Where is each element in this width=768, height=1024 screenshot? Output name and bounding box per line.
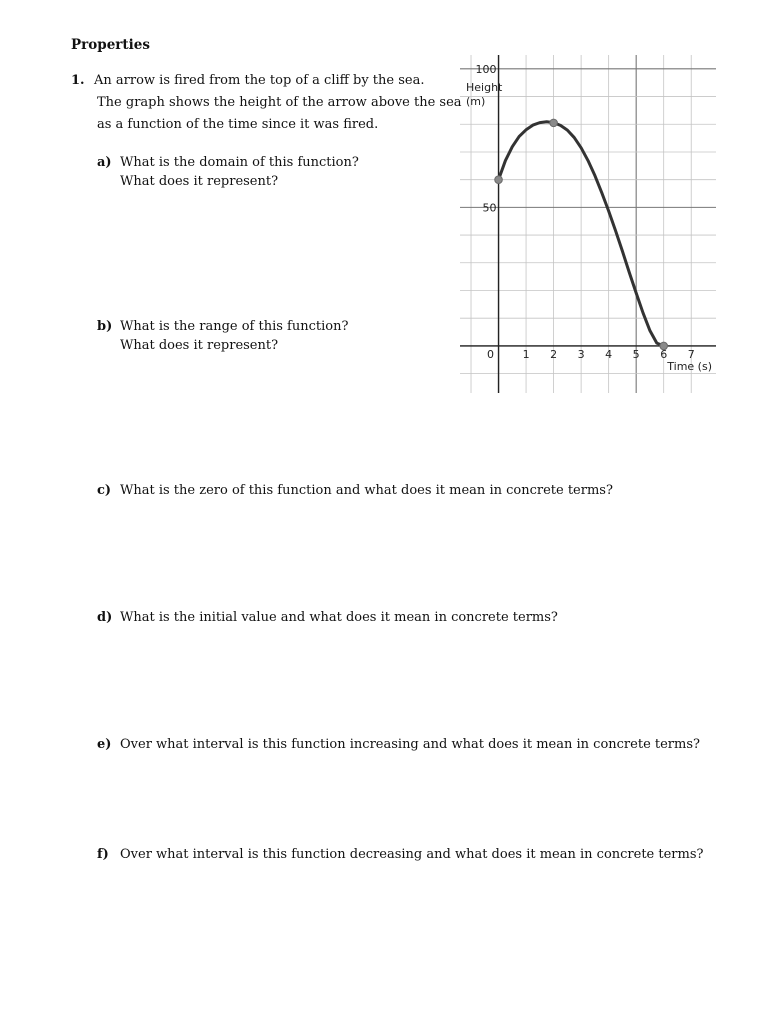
part-c-question: What is the zero of this function and what does it mean in concrete terms? xyxy=(120,483,613,498)
page-heading: Properties xyxy=(71,37,150,53)
part-c-letter: c) xyxy=(97,483,112,498)
part-a-question-line-2: What does it represent? xyxy=(120,174,279,189)
height-vs-time-graph xyxy=(460,55,716,393)
y-axis-label: (m) xyxy=(466,95,486,108)
x-tick-label: 3 xyxy=(577,347,585,361)
x-tick-label: 1 xyxy=(522,347,530,361)
y-axis-label: Height xyxy=(466,81,503,94)
part-f-letter: f) xyxy=(97,847,109,862)
graph-labels xyxy=(466,63,712,373)
part-b-letter: b) xyxy=(97,319,113,334)
graph-axes xyxy=(460,55,716,393)
part-e-question: Over what interval is this function increasing and what does it mean in concrete terms? xyxy=(120,737,700,752)
x-tick-label: 0 xyxy=(487,347,495,361)
y-tick-label: 50 xyxy=(482,201,497,215)
question-line-2: The graph shows the height of the arrow above the sea xyxy=(97,95,462,110)
part-f-question: Over what interval is this function decreasing and what does it mean in concrete terms? xyxy=(120,847,704,862)
part-a-question: What is the domain of this function? xyxy=(120,155,359,170)
x-tick-label: 2 xyxy=(550,347,558,361)
key-point xyxy=(495,176,503,184)
part-b-question-line-2: What does it represent? xyxy=(120,338,279,353)
part-e-letter: e) xyxy=(97,737,112,752)
part-d-letter: d) xyxy=(97,610,113,625)
x-tick-label: 6 xyxy=(660,347,668,361)
part-a-letter: a) xyxy=(97,155,112,170)
question-line-3: as a function of the time since it was fired. xyxy=(97,117,379,132)
x-tick-label: 4 xyxy=(605,347,613,361)
x-tick-label: 7 xyxy=(687,347,695,361)
question-line-1: An arrow is fired from the top of a cliff by the sea. xyxy=(94,73,425,88)
key-point xyxy=(550,119,558,127)
question-number: 1. xyxy=(71,73,85,88)
x-tick-label: 5 xyxy=(632,347,640,361)
part-d-question: What is the initial value and what does it mean in concrete terms? xyxy=(120,610,558,625)
y-tick-label: 100 xyxy=(475,62,497,76)
x-axis-label: Time (s) xyxy=(667,359,712,373)
part-b-question: What is the range of this function? xyxy=(120,319,349,334)
